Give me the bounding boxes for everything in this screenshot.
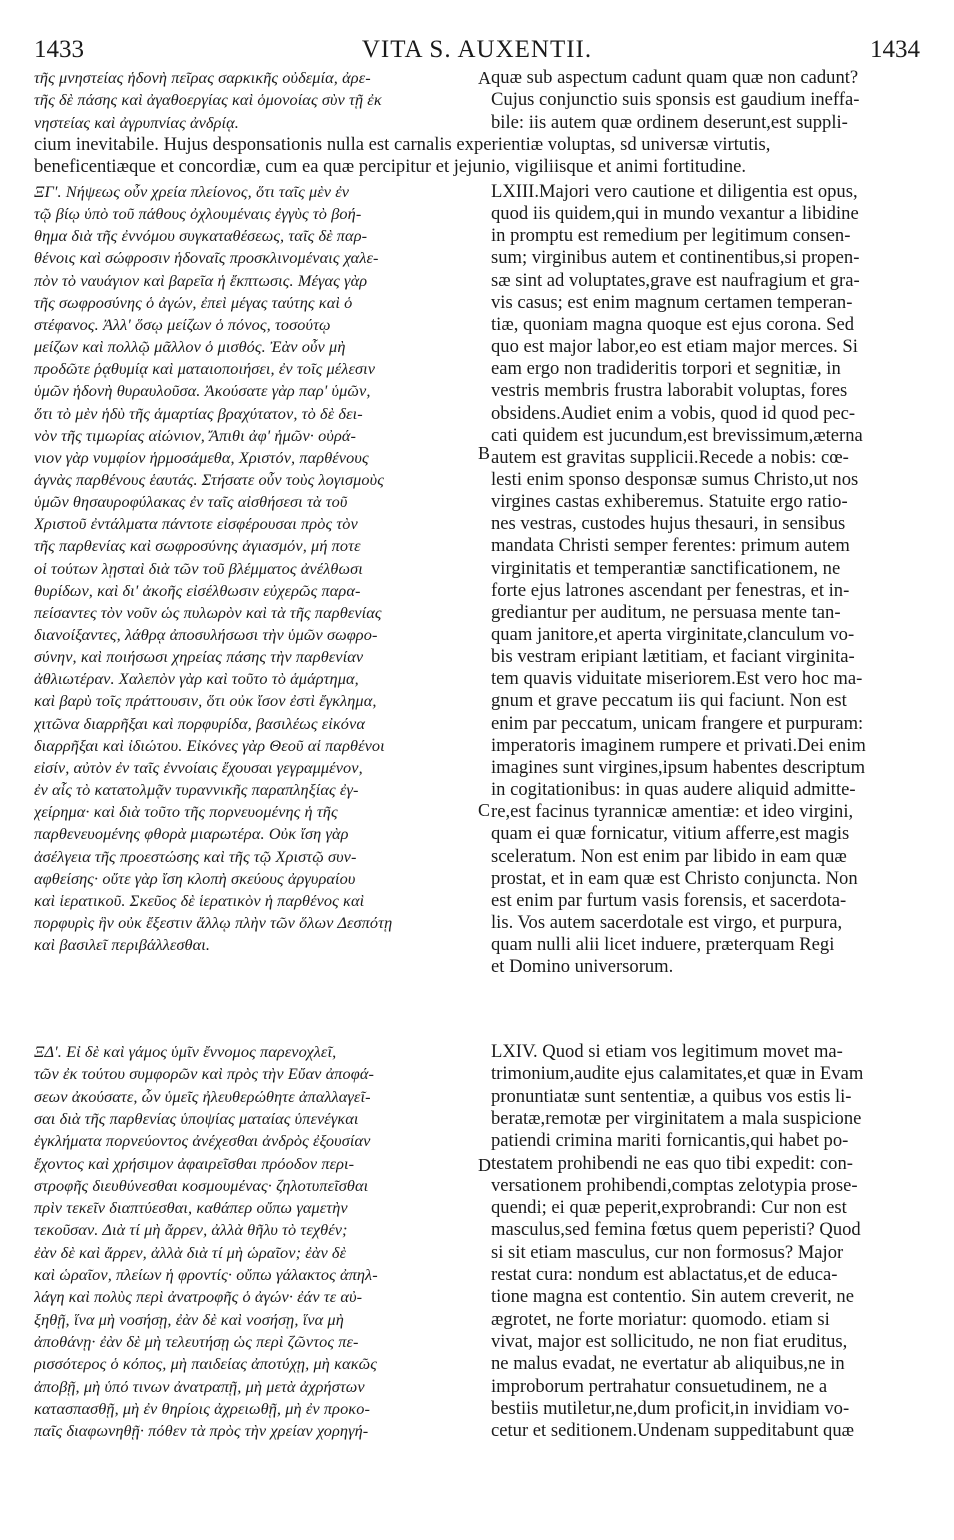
latin-line: quam ei quæ fornicatur, vitium afferre,est magis bbox=[491, 823, 850, 845]
greek-line: θένοις καὶ σώφροσιν ἡδοναῖς προσκλινομέναις χαλε- bbox=[34, 248, 379, 268]
latin-line: tione magna est contentio. Sin autem creverit, ne bbox=[491, 1286, 854, 1308]
greek-line: ἀποθάνῃ· ἐὰν δὲ μὴ τελευτήσῃ ὡς περὶ ζῶντος πε- bbox=[34, 1331, 359, 1351]
latin-line: est enim par furtum vasis forensis, et sacerdota- bbox=[491, 889, 847, 911]
latin-line: quam nulli alii licet induere, præterquam Regi bbox=[491, 934, 835, 956]
greek-line: τεκοῦσαν. Διὰ τί μὴ ἄρρεν, ἀλλὰ θῆλυ τὸ τεχθέν; bbox=[34, 1220, 348, 1240]
latin-line: pronuntiatæ sunt sententiæ, a quibus vos estis li- bbox=[491, 1085, 852, 1107]
greek-line: ὑμῶν θησαυροφύλακας ἐν ταῖς αἰσθήσεσι τὰ τοῦ bbox=[34, 492, 348, 512]
latin-line: sum; virginibus autem et continentibus,si propen- bbox=[491, 247, 860, 269]
latin-line: mandata Christi semper ferentes: primum autem bbox=[491, 535, 850, 557]
latin-line: patiendi crimina mariti fornicantis,qui habet po- bbox=[491, 1130, 849, 1152]
latin-line: si sit etiam masculus, cur non formosus? Major bbox=[491, 1241, 844, 1263]
latin-line: obsidens.Audiet enim a vobis, quod id quod pec- bbox=[491, 402, 856, 424]
greek-line: κατασπασθῇ, μὴ ἐν θηρίοις ἀχρειωθῇ, μὴ ἐν προκο- bbox=[34, 1398, 370, 1418]
greek-line: ὑμῶν ἡδονὴ θυραυλοῦσα. Ἀκούσατε γὰρ παρ' ὑμῶν, bbox=[34, 381, 371, 401]
greek-line: καὶ ἱερατικοῦ. Σκεῦος δὲ ἱερατικὸν ἡ παρθένος καὶ bbox=[34, 890, 365, 910]
greek-line: αφθείσης· οὔτε γὰρ ἴση κλοπὴ σκεύους ἀργυραίου bbox=[34, 868, 356, 888]
latin-line: quam janitore,et aperta virginitate,clanculum vo- bbox=[491, 624, 855, 645]
margin-marker-a: A bbox=[478, 68, 491, 88]
margin-marker-c: C bbox=[478, 800, 491, 820]
greek-line: χιτῶνα διαρρῆξαι καὶ πορφυρίδα, βασιλέως εἰκόνα bbox=[34, 713, 365, 733]
latin-line: bile: iis autem quæ ordinem deserunt,est suppli- bbox=[491, 111, 848, 133]
greek-line: θυρίδων, καὶ δι' ἀκοῆς εἰσέλθωσιν εὐχερῶς παρα- bbox=[34, 580, 361, 600]
latin-line: restat cura: nondum est ablactatus,et de educa- bbox=[491, 1264, 838, 1285]
latin-line: vestris membris frustra laborabit voluptas, fores bbox=[491, 380, 848, 402]
greek-line: τῆς παρθενίας καὶ σωφροσύνης ἁγιασμόν, μή ποτε bbox=[34, 536, 361, 556]
greek-line: λάγη καὶ πολὺς περὶ ἀνατροφῆς ὁ ἀγών· ἐάν τε αὐ- bbox=[34, 1287, 363, 1307]
latin-line: vis casus; est enim magnum certamen temperan- bbox=[491, 291, 853, 313]
latin-line: LXIV. Quod si etiam vos legitimum movet ma- bbox=[491, 1041, 843, 1062]
greek-line: καὶ ὡραῖον, πλείων ἡ φροντίς· οὔπω γάλακτος ἀπηλ- bbox=[34, 1265, 378, 1284]
greek-line: ἐν αἷς τὸ κατατολμᾷν τυραννικῆς παραπληξίας ἐγ- bbox=[34, 780, 359, 800]
latin-line: prostat, et in eam quæ est Christo conjuncta. Non bbox=[491, 867, 858, 889]
greek-line: ἐὰν δὲ καὶ ἄρρεν, ἀλλὰ διὰ τί μὴ ὡραῖον; ἐὰν δὲ bbox=[34, 1242, 347, 1262]
latin-line: imagines sunt virgines,ipsum habentes descriptum bbox=[491, 756, 866, 778]
latin-line: sceleratum. Non est enim par libido in eam quæ bbox=[491, 845, 847, 867]
greek-line: ἀσέλγεια τῆς προεστώσης καὶ τῆς τῷ Χριστῷ συν- bbox=[34, 846, 357, 866]
latin-line: quæ sub aspectum cadunt quam quæ non cadunt? bbox=[491, 67, 859, 88]
latin-line: enim par peccatum, unicam frangere et purpuram: bbox=[491, 712, 864, 734]
greek-line: νηστείας καὶ ἀγρυπνίας ἀνδρίᾳ. bbox=[34, 112, 239, 132]
right-page-number: 1434 bbox=[870, 36, 920, 63]
greek-line: στέφανος. Ἀλλ' ὅσῳ μείζων ὁ πόνος, τοσούτῳ bbox=[34, 314, 331, 334]
latin-line: virginitatis et temperantiæ sanctificationem, ne bbox=[491, 557, 841, 579]
greek-line: νιον γὰρ νυμφίον ἡρμοσάμεθα, Χριστόν, παρθένους bbox=[34, 447, 369, 467]
margin-marker-d: D bbox=[478, 1155, 491, 1175]
greek-line: ἀποβῇ, μὴ ὑπό τινων ἀνατραπῇ, μὴ μετὰ ἀχρήστων bbox=[34, 1376, 365, 1396]
latin-line: gnum et grave peccatum iis qui faciunt. Non est bbox=[491, 690, 847, 712]
left-page-number: 1433 bbox=[34, 36, 84, 63]
latin-line: bestiis mutiletur,ne,dum proficit,in invidiam vo- bbox=[491, 1397, 850, 1419]
greek-line: ὅτι τὸ μὲν ἡδὺ τῆς ἁμαρτίας βραχύτατον, τὸ δὲ δει- bbox=[34, 403, 363, 423]
greek-line: ἐγκλήματα πορνεύοντος ἀνέχεσθαι ἀνδρὸς ἐξουσίαν bbox=[34, 1131, 371, 1151]
greek-line: στροφῆς διευθύνεσθαι κοσμουμένας· ζηλοτυπεῖσθαι bbox=[34, 1175, 369, 1195]
greek-line: σαι διὰ τῆς παρθενίας ὑποψίας ματαίας ὑπενέγκαι bbox=[34, 1108, 359, 1128]
latin-line: et Domino universorum. bbox=[491, 956, 674, 978]
margin-marker-b: B bbox=[478, 443, 491, 463]
greek-line: θημα διὰ τῆς ἐννόμου συγκαταθέσεως, ταῖς δὲ παρ- bbox=[34, 226, 368, 246]
greek-line: τῆς δὲ πάσης καὶ ἀγαθοεργίας καὶ ὁμονοίας σὺν τῇ ἐκ bbox=[34, 90, 382, 110]
greek-line: διανοίξαντες, λάθρᾳ ἀποσυλήσωσι τὴν ὑμῶν σωφρο- bbox=[34, 625, 378, 644]
latin-line: tem quavis viduitate miseriorem.Est vero hoc ma- bbox=[491, 668, 863, 690]
greek-line: Χριστοῦ ἐντάλματα πάντοτε εἰσφέρουσαι πρὸς τὸν bbox=[34, 514, 358, 534]
greek-line: τῶν ἐκ τούτου συμφορῶν καὶ πρὸς τὴν Εὔαν ἀποφά- bbox=[34, 1064, 375, 1084]
latin-line: Cujus conjunctio suis sponsis est gaudium ineffa- bbox=[491, 89, 860, 111]
latin-line: cati quidem est jucundum,est brevissimum,æterna bbox=[491, 424, 863, 446]
latin-line: in promptu est remedium per legitimum consen- bbox=[491, 225, 851, 247]
latin-line: cium inevitabile. Hujus desponsationis nulla est carnalis experientiæ voluptas, sd universæ virtutis, bbox=[34, 134, 771, 155]
latin-line: lis. Vos autem sacerdotale est virgo, et purpura, bbox=[491, 911, 843, 933]
greek-line: πρὶν τεκεῖν διαπτύεσθαι, καθάπερ οὔπω γαμετὴν bbox=[34, 1198, 348, 1218]
latin-line: forte ejus latrones ascendant per fenestras, et in- bbox=[491, 579, 850, 601]
latin-line: improborum pertrahatur consuetudinem, ne a bbox=[491, 1375, 828, 1397]
latin-line: masculus,sed femina fœtus quem peperisti? Quod bbox=[491, 1219, 861, 1241]
latin-line: ne malus evadat, ne evertatur ab aliquibus,ne in bbox=[491, 1353, 845, 1375]
latin-line: bis vestram eripiant lætitiam, et faciant virginita- bbox=[491, 646, 855, 668]
greek-line: εἰσίν, αὐτὸν ἐν ταῖς ἐννοίαις ἔχουσαι γεγραμμένον, bbox=[34, 757, 363, 777]
latin-line: quo est major labor,eo est etiam major merces. Si bbox=[491, 336, 858, 358]
latin-line: trimonium,audite ejus calamitates,et quæ in Evam bbox=[491, 1063, 864, 1085]
latin-line: nes vestras, custodes hujus thesauri, in sensibus bbox=[491, 513, 846, 535]
greek-line: σύνην, καὶ ποιήσωσι χηρείας πάσης τὴν παρθενίαν bbox=[34, 647, 364, 667]
latin-line: imperatoris imaginem rumpere et privati.Dei enim bbox=[491, 734, 866, 756]
latin-line: versationem prohibendi,comptas zelotypia prose- bbox=[491, 1174, 858, 1196]
latin-line: tiæ, quoniam magna quoque est ejus corona. Sed bbox=[491, 313, 855, 335]
latin-line: eam ergo non tradideritis torpori et segnitiæ, in bbox=[491, 358, 841, 380]
greek-line: καὶ βασιλεῖ περιβάλλεσθαι. bbox=[34, 935, 211, 955]
latin-line: in cogitationibus: in quas audere aliquid admitte- bbox=[491, 779, 856, 801]
greek-line: σεων ἀκούσατε, ὧν ὑμεῖς ἠλευθερώθητε ἀπαλλαγεῖ- bbox=[34, 1086, 371, 1106]
greek-line: ἁγνὰς παρθένους ἑαυτάς. Στήσατε οὖν τοὺς λογισμοὺς bbox=[34, 469, 384, 489]
greek-line: πορφυρὶς ἣν οὐκ ἔξεστιν ἄλλῳ πλὴν τῶν ὅλων Δεσπότῃ bbox=[34, 912, 393, 932]
greek-line: πείσαντες τὸν νοῦν ὡς πυλωρὸν καὶ τὰ τῆς παρθενίας bbox=[34, 602, 382, 622]
greek-line: μείζων καὶ πολλῷ μᾶλλον ὁ μισθός. Ἐὰν οὖν μὴ bbox=[34, 337, 346, 357]
latin-line: lesti enim sponso desponsæ sumus Christo,ut nos bbox=[491, 468, 859, 490]
greek-line: τῆς σωφροσύνης ὁ ἀγών, ἐπεὶ μέγας ταύτης καὶ ὁ bbox=[34, 292, 353, 312]
latin-line: sæ sint ad voluptates,grave est naufragium et gra- bbox=[491, 269, 860, 291]
latin-line: grediantur per auditum, ne persuasa mente tan- bbox=[491, 601, 841, 623]
latin-line: virgines castas exhiberemus. Statuite ergo ratio- bbox=[491, 491, 848, 513]
greek-line: καὶ βαρὺ τοῖς πράττουσιν, ὅτι οὐκ ἴσον ἐστὶ ἔγκλημα, bbox=[34, 691, 377, 711]
greek-line: ΞΔ'. Εἰ δὲ καὶ γάμος ὑμῖν ἔννομος παρενοχλεῖ, bbox=[34, 1042, 337, 1061]
latin-line: LXIII.Majori vero cautione et diligentia est opus, bbox=[491, 181, 858, 202]
greek-line: ἔχοντος καὶ χρήσιμον ἀφαιρεῖσθαι πρόοδον περι- bbox=[34, 1153, 355, 1173]
latin-line: ægrotet, ne forte moriatur: quomodo. etiam si bbox=[491, 1308, 830, 1330]
greek-line: πὸν τὸ ναυάγιον καὶ βαρεῖα ἡ ἔκπτωσις. Μέγας γὰρ bbox=[34, 270, 368, 290]
latin-line: autem est gravitas supplicii.Recede a nobis: cœ- bbox=[491, 446, 849, 468]
greek-line: τῷ βίῳ ὑπὸ τοῦ πάθους ὀχλουμέναις ἐγγὺς τὸ βοή- bbox=[34, 204, 362, 224]
greek-line: προδῶτε ῥᾳθυμίᾳ καὶ ματαιοποιήσει, ἐν τοῖς μέλεσιν bbox=[34, 359, 376, 379]
greek-line: ἀθλιωτέραν. Χαλεπὸν γὰρ καὶ τοῦτο τὸ ἁμάρτημα, bbox=[34, 669, 359, 689]
greek-line: διαρρῆξαι καὶ ἰδιώτου. Εἰκόνες γὰρ Θεοῦ αἱ παρθένοι bbox=[34, 735, 385, 755]
latin-line: beneficentiæque et concordiæ, cum ea quæ percipitur et jejunio, vigiliisque et animi fortitudine. bbox=[34, 156, 747, 178]
latin-line: testatem prohibendi ne eas quo tibi expedit: con- bbox=[491, 1152, 853, 1174]
greek-line: παρθενευομένης φθορὰ μιαρωτέρα. Οὐκ ἴση γὰρ bbox=[34, 824, 349, 844]
latin-line: cetur et seditionem.Undenam suppeditabunt quæ bbox=[491, 1420, 855, 1442]
running-title: VITA S. AUXENTII. bbox=[361, 36, 593, 63]
greek-line: χείρημα· καὶ διὰ τοῦτο τῆς πορνευομένης ἡ τῆς bbox=[34, 802, 338, 822]
latin-line: re,est facinus tyrannicæ amentiæ: et ideo virgini, bbox=[491, 801, 854, 823]
latin-line: quod iis quidem,qui in mundo vexantur a libidine bbox=[491, 203, 859, 225]
greek-line: ρισσότερος ὁ κόπος, μὴ παιδείας ἀποτύχῃ, μὴ κακῶς bbox=[34, 1354, 377, 1374]
greek-line: τῆς μνηστείας ἡδονὴ πεῖρας σαρκικῆς οὐδεμία, ἀρε- bbox=[34, 68, 371, 87]
latin-line: quendi; ei quæ peperit,exprobrandi: Cur non est bbox=[491, 1197, 847, 1219]
latin-line: beratæ,remotæ per virginitatem a mala suspicione bbox=[491, 1107, 862, 1129]
greek-line: νὸν τῆς τιμωρίας αἰώνιον, Ἄπιθι ἀφ' ἡμῶν· οὐρά- bbox=[34, 425, 357, 445]
latin-line: vivat, major est sollicitudo, ne non fiat eruditus, bbox=[491, 1330, 848, 1352]
greek-line: παῖς διαφωνηθῇ· πόθεν τὰ πρὸς τὴν χρείαν χορηγή- bbox=[34, 1421, 369, 1441]
greek-line: οἱ τούτων λῃσταὶ διὰ τῶν τοῦ βλέμματος ἀνέλθωσι bbox=[34, 558, 363, 578]
greek-line: ΞΓ'. Νήψεως οὖν χρεία πλείονος, ὅτι ταῖς μὲν ἐν bbox=[34, 182, 350, 201]
greek-line: ξηθῇ, ἵνα μὴ νοσήσῃ, ἐὰν δὲ καὶ νοσήσῃ, ἵνα μὴ bbox=[34, 1309, 344, 1329]
